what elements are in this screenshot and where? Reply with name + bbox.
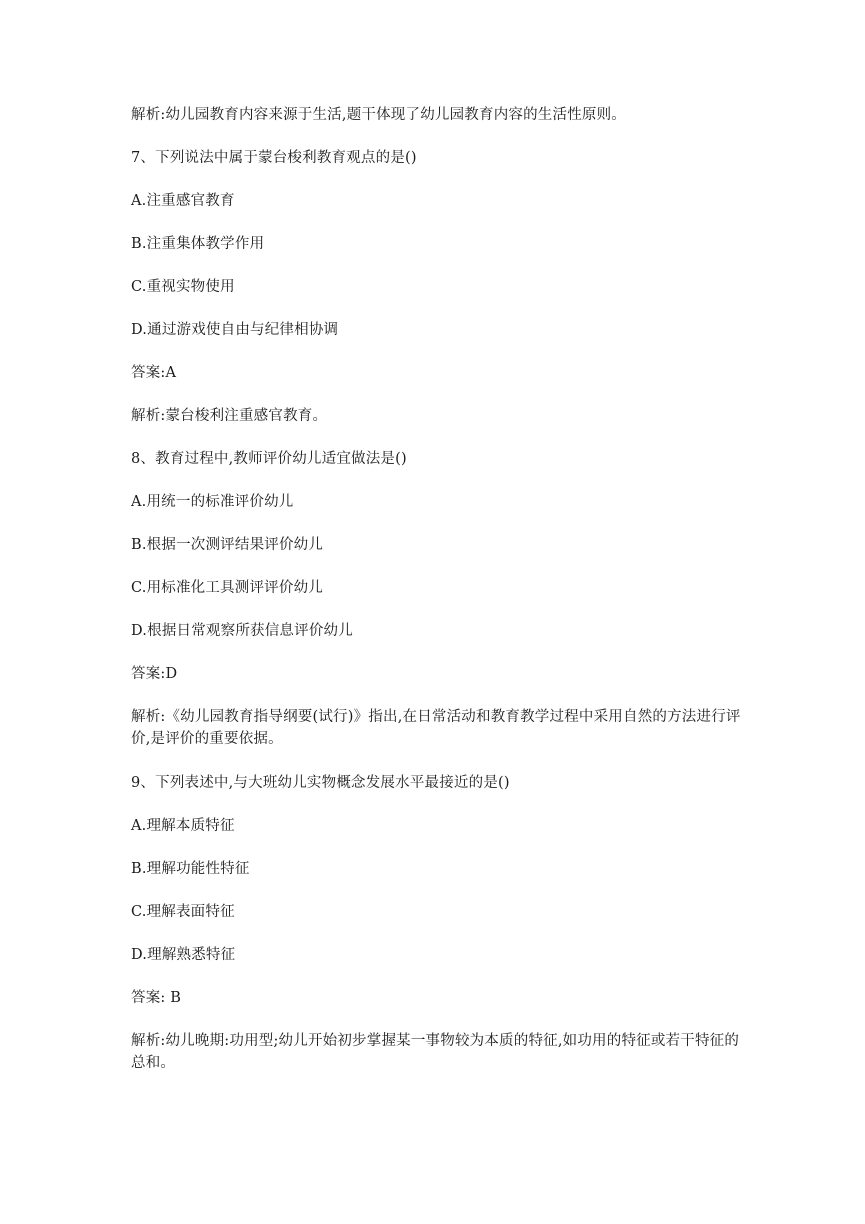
question-8: 8、教育过程中,教师评价幼儿适宜做法是() — [131, 451, 407, 467]
q9-answer: 答案: B — [131, 990, 182, 1006]
q8-answer: 答案:D — [131, 666, 178, 682]
q9-option-b: B.理解功能性特征 — [131, 861, 250, 877]
q7-option-c: C.重视实物使用 — [131, 279, 235, 295]
q7-analysis: 解析:蒙台梭利注重感官教育。 — [131, 408, 328, 424]
q9-option-d: D.理解熟悉特征 — [131, 947, 236, 963]
q8-option-a: A.用统一的标准评价幼儿 — [131, 494, 294, 510]
q9-analysis: 解析:幼儿晚期:功用型;幼儿开始初步掌握某一事物较为本质的特征,如功用的特征或若干特征的总和。 — [131, 1033, 740, 1071]
question-9: 9、下列表述中,与大班幼儿实物概念发展水平最接近的是() — [131, 775, 510, 791]
q8-option-b: B.根据一次测评结果评价幼儿 — [131, 537, 324, 553]
q8-option-d: D.根据日常观察所获信息评价幼儿 — [131, 623, 353, 639]
q9-option-c: C.理解表面特征 — [131, 904, 235, 920]
q7-option-b: B.注重集体教学作用 — [131, 236, 265, 252]
q7-option-d: D.通过游戏使自由与纪律相协调 — [131, 322, 339, 338]
q8-option-c: C.用标准化工具测评评价幼儿 — [131, 580, 323, 596]
q7-answer: 答案:A — [131, 365, 177, 381]
question-7: 7、下列说法中属于蒙台梭利教育观点的是() — [131, 150, 417, 166]
analysis-q6: 解析:幼儿园教育内容来源于生活,题干体现了幼儿园教育内容的生活性原则。 — [131, 107, 626, 123]
q7-option-a: A.注重感官教育 — [131, 193, 235, 209]
q9-option-a: A.理解本质特征 — [131, 818, 235, 834]
q8-analysis: 解析:《幼儿园教育指导纲要(试行)》指出,在日常活动和教育教学过程中采用自然的方法进行评价,是评价的重要依据。 — [131, 709, 741, 747]
